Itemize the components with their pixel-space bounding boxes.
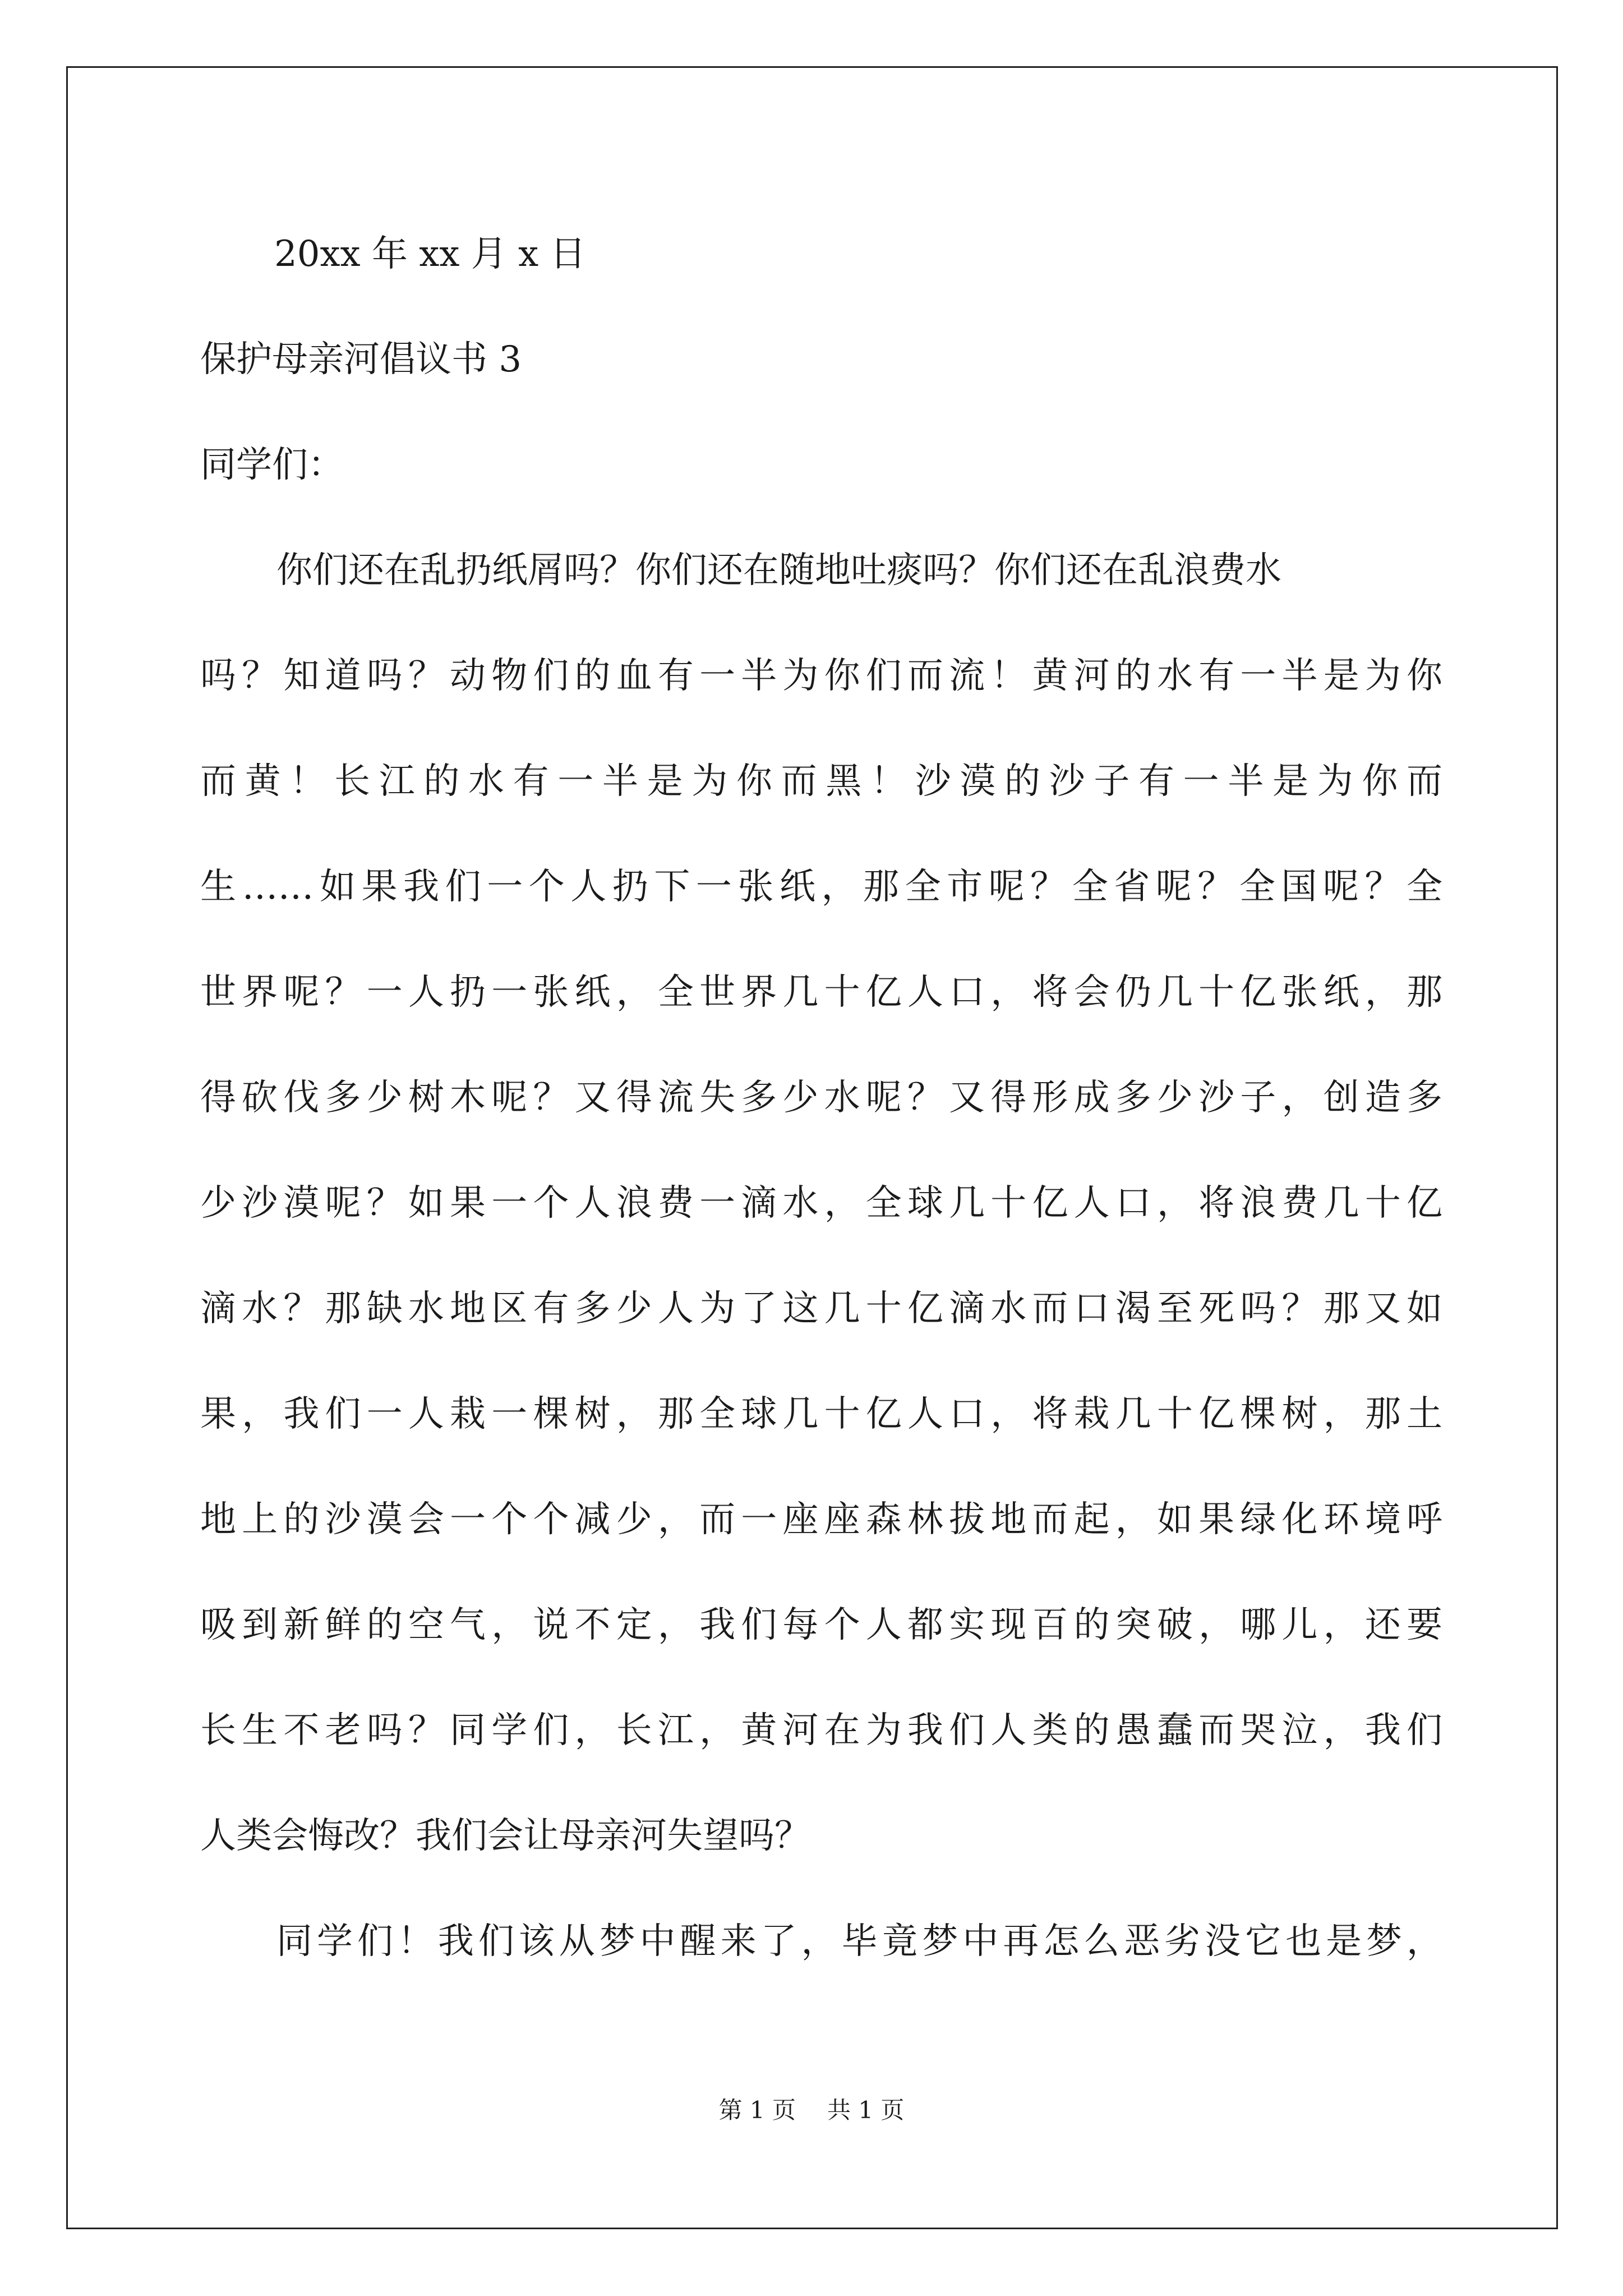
- greeting: 同学们：: [200, 444, 344, 486]
- body-line: 地上的沙漠会一个个减少，而一座座森林拔地而起，如果绿化环境呼: [200, 1499, 1442, 1540]
- body-line: 人类会悔改？我们会让母亲河失望吗？: [200, 1815, 810, 1857]
- body-line: 滴水？那缺水地区有多少人为了这几十亿滴水而口渴至死吗？那又如: [200, 1288, 1442, 1329]
- page-border: [66, 66, 1558, 2229]
- body-line: 吗？知道吗？动物们的血有一半为你们而流！黄河的水有一半是为你: [200, 655, 1442, 697]
- document-title: 保护母亲河倡议书 3: [200, 339, 522, 380]
- page-footer: [0, 2093, 1623, 2127]
- body-line: 生……如果我们一个人扔下一张纸，那全市呢？全省呢？全国呢？全: [200, 866, 1442, 908]
- body-line: 吸到新鲜的空气，说不定，我们每个人都实现百的突破，哪儿，还要: [200, 1604, 1442, 1646]
- page-total: 共 1 页: [827, 2096, 905, 2124]
- body-line: 你们还在乱扔纸屑吗？你们还在随地吐痰吗？你们还在乱浪费水: [276, 550, 1281, 591]
- body-line: 世界呢？一人扔一张纸，全世界几十亿人口，将会仍几十亿张纸，那: [200, 972, 1442, 1013]
- body-line: 少沙漠呢？如果一个人浪费一滴水，全球几十亿人口，将浪费几十亿: [200, 1182, 1442, 1224]
- body-line: 得砍伐多少树木呢？又得流失多少水呢？又得形成多少沙子，创造多: [200, 1077, 1442, 1119]
- body-line: 长生不老吗？同学们，长江，黄河在为我们人类的愚蠢而哭泣，我们: [200, 1710, 1442, 1751]
- body-line: 果，我们一人栽一棵树，那全球几十亿人口，将栽几十亿棵树，那土: [200, 1393, 1442, 1435]
- page-number: 第 1 页: [718, 2096, 796, 2124]
- body-line: 同学们！我们该从梦中醒来了，毕竟梦中再怎么恶劣没它也是梦，: [276, 1921, 1442, 1962]
- date-line: 20xx 年 xx 月 x 日: [274, 233, 586, 275]
- body-line: 而黄！长江的水有一半是为你而黑！沙漠的沙子有一半是为你而: [200, 761, 1442, 802]
